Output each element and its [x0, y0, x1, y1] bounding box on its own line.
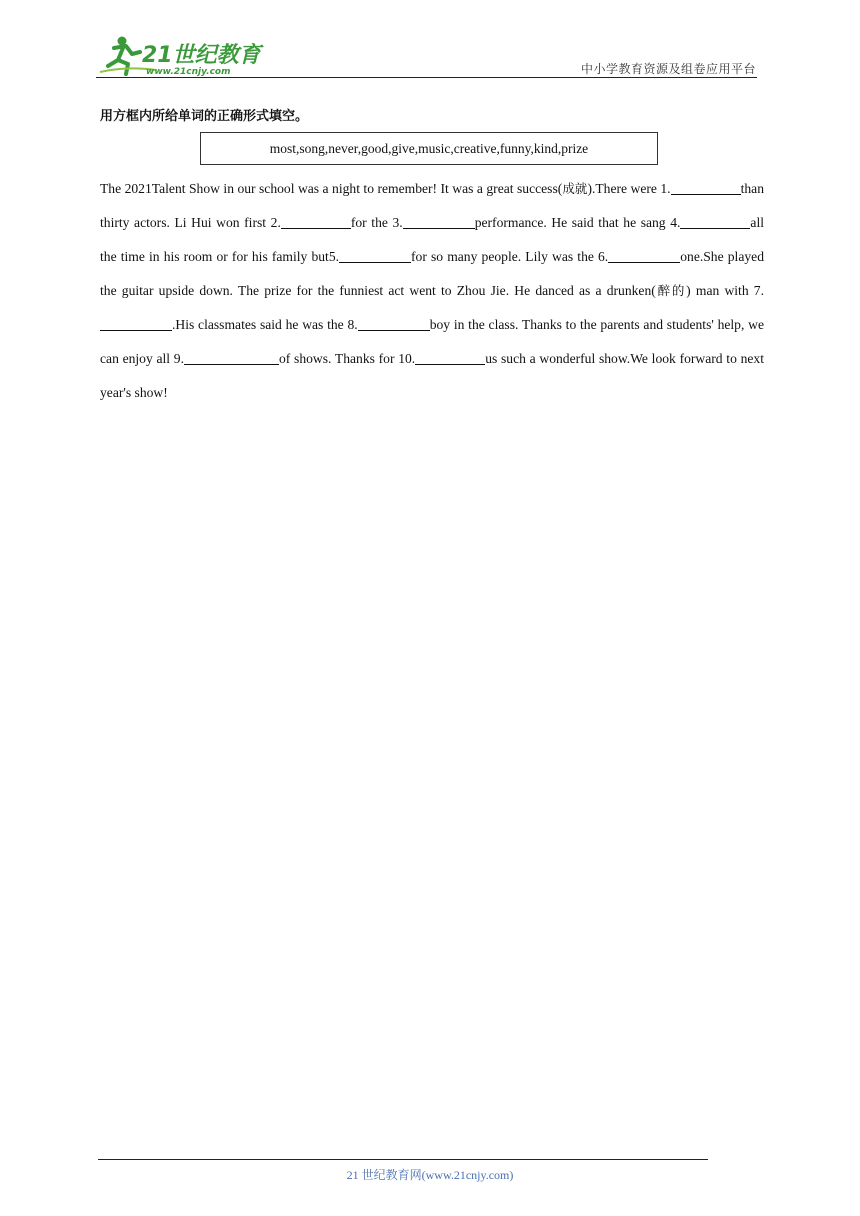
blank-7[interactable]: [100, 316, 172, 331]
logo-graphic: [96, 32, 266, 76]
passage-segment: for so many people. Lily was the 6.: [411, 249, 609, 264]
passage-segment: ) man with 7.: [686, 283, 764, 298]
passage-segment: for the 3.: [350, 215, 403, 230]
site-logo: [96, 32, 266, 76]
exercise-instruction: 用方框内所给单词的正确形式填空。: [100, 109, 309, 124]
blank-3[interactable]: [403, 214, 475, 229]
passage-segment: all the time in his room or for his family but5.: [100, 215, 764, 264]
passage-segment: The 2021Talent Show in our school was a night to remember! It was a great success(: [100, 181, 563, 196]
page-header: [96, 30, 756, 78]
passage-segment: of shows. Thanks for 10.: [279, 351, 416, 366]
blank-4[interactable]: [680, 214, 750, 229]
blank-9[interactable]: [184, 350, 279, 365]
passage-segment: than thirty actors. Li Hui won first 2.: [100, 181, 764, 230]
passage-segment: performance. He said that he sang 4.: [474, 215, 681, 230]
passage-segment: ).There were 1.: [587, 181, 671, 196]
blank-6[interactable]: [608, 248, 680, 263]
blank-2[interactable]: [281, 214, 351, 229]
blank-5[interactable]: [339, 248, 411, 263]
passage-segment: us such a wonderful show.We look forward to next year's show!: [100, 351, 764, 400]
passage-segment: one.She played the guitar upside down. The prize for the funniest act went to Zhou Jie. He danced as a drunken(: [100, 249, 764, 298]
passage-text: [100, 172, 764, 410]
blank-1[interactable]: [671, 180, 741, 195]
svg-text:www.21cnjy.com: www.21cnjy.com: [146, 67, 231, 76]
word-bank-box: most,song,never,good,give,music,creative,funny,kind,prize: [200, 132, 658, 165]
passage-segment: .His classmates said he was the 8.: [172, 317, 358, 332]
blank-10[interactable]: [415, 350, 485, 365]
blank-8[interactable]: [358, 316, 430, 331]
svg-text:21世纪教育: 21世纪教育: [142, 43, 261, 68]
platform-name: 中小学教育资源及组卷应用平台: [580, 62, 756, 76]
passage-segment: boy in the class. Thanks to the parents and students' help, we can enjoy all 9.: [100, 317, 764, 366]
header-divider: [96, 77, 757, 78]
footer-divider: [98, 1159, 708, 1160]
passage-chinese-note: 醉的: [655, 283, 687, 298]
footer-site-link[interactable]: 21 世纪教育网(www.21cnjy.com): [346, 1168, 514, 1182]
passage-chinese-note: 成就: [562, 181, 588, 196]
